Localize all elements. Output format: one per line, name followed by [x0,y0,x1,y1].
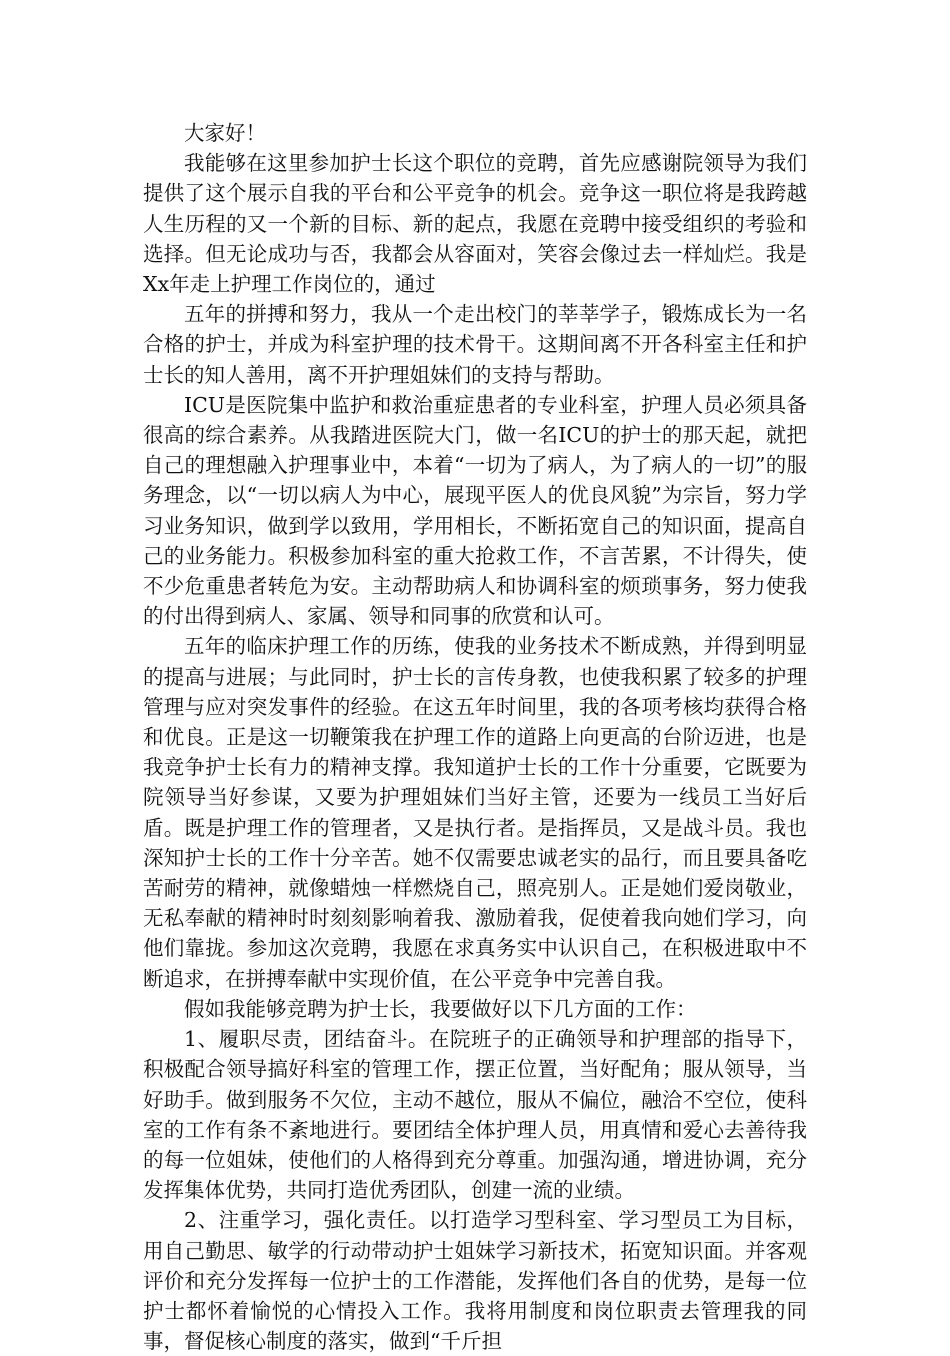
paragraph-plan-intro: 假如我能够竞聘为护士长，我要做好以下几方面的工作： [184,996,697,1021]
paragraph-clinical-experience: 五年的临床护理工作的历练，使我的业务技术不断成熟，并得到明显的提高与进展；与此同时，护士长的言传身教，也使我积累了较多的护理管理与应对突发事件的经验。在这五年时间里，我的各项考核均获得合格和优良。正是这一切鞭策我在护理工作的道路上向更高的台阶迈进，也是我竞争护士长有力的精神支撑。我知道护士长的工作十分重要，它既要为院领导当好参谋，又要为护理姐妹们当好主管，还要为一线员工当好后盾。既是护理工作的管理者，又是执行者。是指挥员，又是战斗员。我也深知护士长的工作十分辛苦。她不仅需要忠诚老实的品行，而且要具备吃苦耐劳的精神，就像蜡烛一样燃烧自己，照亮别人。正是她们爱岗敬业，无私奉献的精神时时刻刻影响着我、激励着我，促使着我向她们学习，向他们靠拢。参加这次竞聘，我愿在求真务实中认识自己，在积极进取中不断追求，在拼搏奉献中实现价值，在公平竞争中完善自我。 [143,634,807,991]
document-body [143,118,807,1356]
paragraph-intro: 我能够在这里参加护士长这个职位的竞聘，首先应感谢院领导为我们提供了这个展示自我的平台和公平竞争的机会。竞争这一职位将是我跨越人生历程的又一个新的目标、新的起点，我愿在竞聘中接受组织的考验和选择。但无论成功与否，我都会从容面对，笑容会像过去一样灿烂。我是Xx年走上护理工作岗位的，通过 [143,151,807,297]
paragraph-greeting: 大家好！ [184,121,266,145]
paragraph-icu: ICU是医院集中监护和救治重症患者的专业科室，护理人员必须具备很高的综合素养。从我踏进医院大门，做一名ICU的护士的那天起，就把自己的理想融入护理事业中，本着“一切为了病人，为了病人的一切”的服务理念，以“一切以病人为中心，展现平医人的优良风貌”为宗旨，努力学习业务知识，做到学以致用，学用相长，不断拓宽自己的知识面，提高自己的业务能力。积极参加科室的重大抢救工作，不言苦累，不计得失，使不少危重患者转危为安。主动帮助病人和协调科室的烦琐事务，努力使我的付出得到病人、家属、领导和同事的欣赏和认可。 [143,392,807,629]
paragraph-plan-item-1: 1、履职尽责，团结奋斗。在院班子的正确领导和护理部的指导下，积极配合领导搞好科室的管理工作，摆正位置，当好配角；服从领导，当好助手。做到服务不欠位，主动不越位，服从不偏位，融洽不空位，使科室的工作有条不紊地进行。要团结全体护理人员，用真情和爱心去善待我的每一位姐妹，使他们的人格得到充分尊重。加强沟通，增进协调，充分发挥集体优势，共同打造优秀团队，创建一流的业绩。 [143,1027,807,1203]
paragraph-plan-item-2: 2、注重学习，强化责任。以打造学习型科室、学习型员工为目标，用自己勤思、敏学的行动带动护士姐妹学习新技术，拓宽知识面。并客观评价和充分发挥每一位护士的工作潜能，发挥他们各自的优势，是每一位护士都怀着愉悦的心情投入工作。我将用制度和岗位职责去管理我的同事，督促核心制度的落实，做到“千斤担 [143,1208,807,1354]
paragraph-five-years: 五年的拼搏和努力，我从一个走出校门的莘莘学子，锻炼成长为一名合格的护士，并成为科室护理的技术骨干。这期间离不开各科室主任和护士长的知人善用，离不开护理姐妹们的支持与帮助。 [143,302,807,387]
